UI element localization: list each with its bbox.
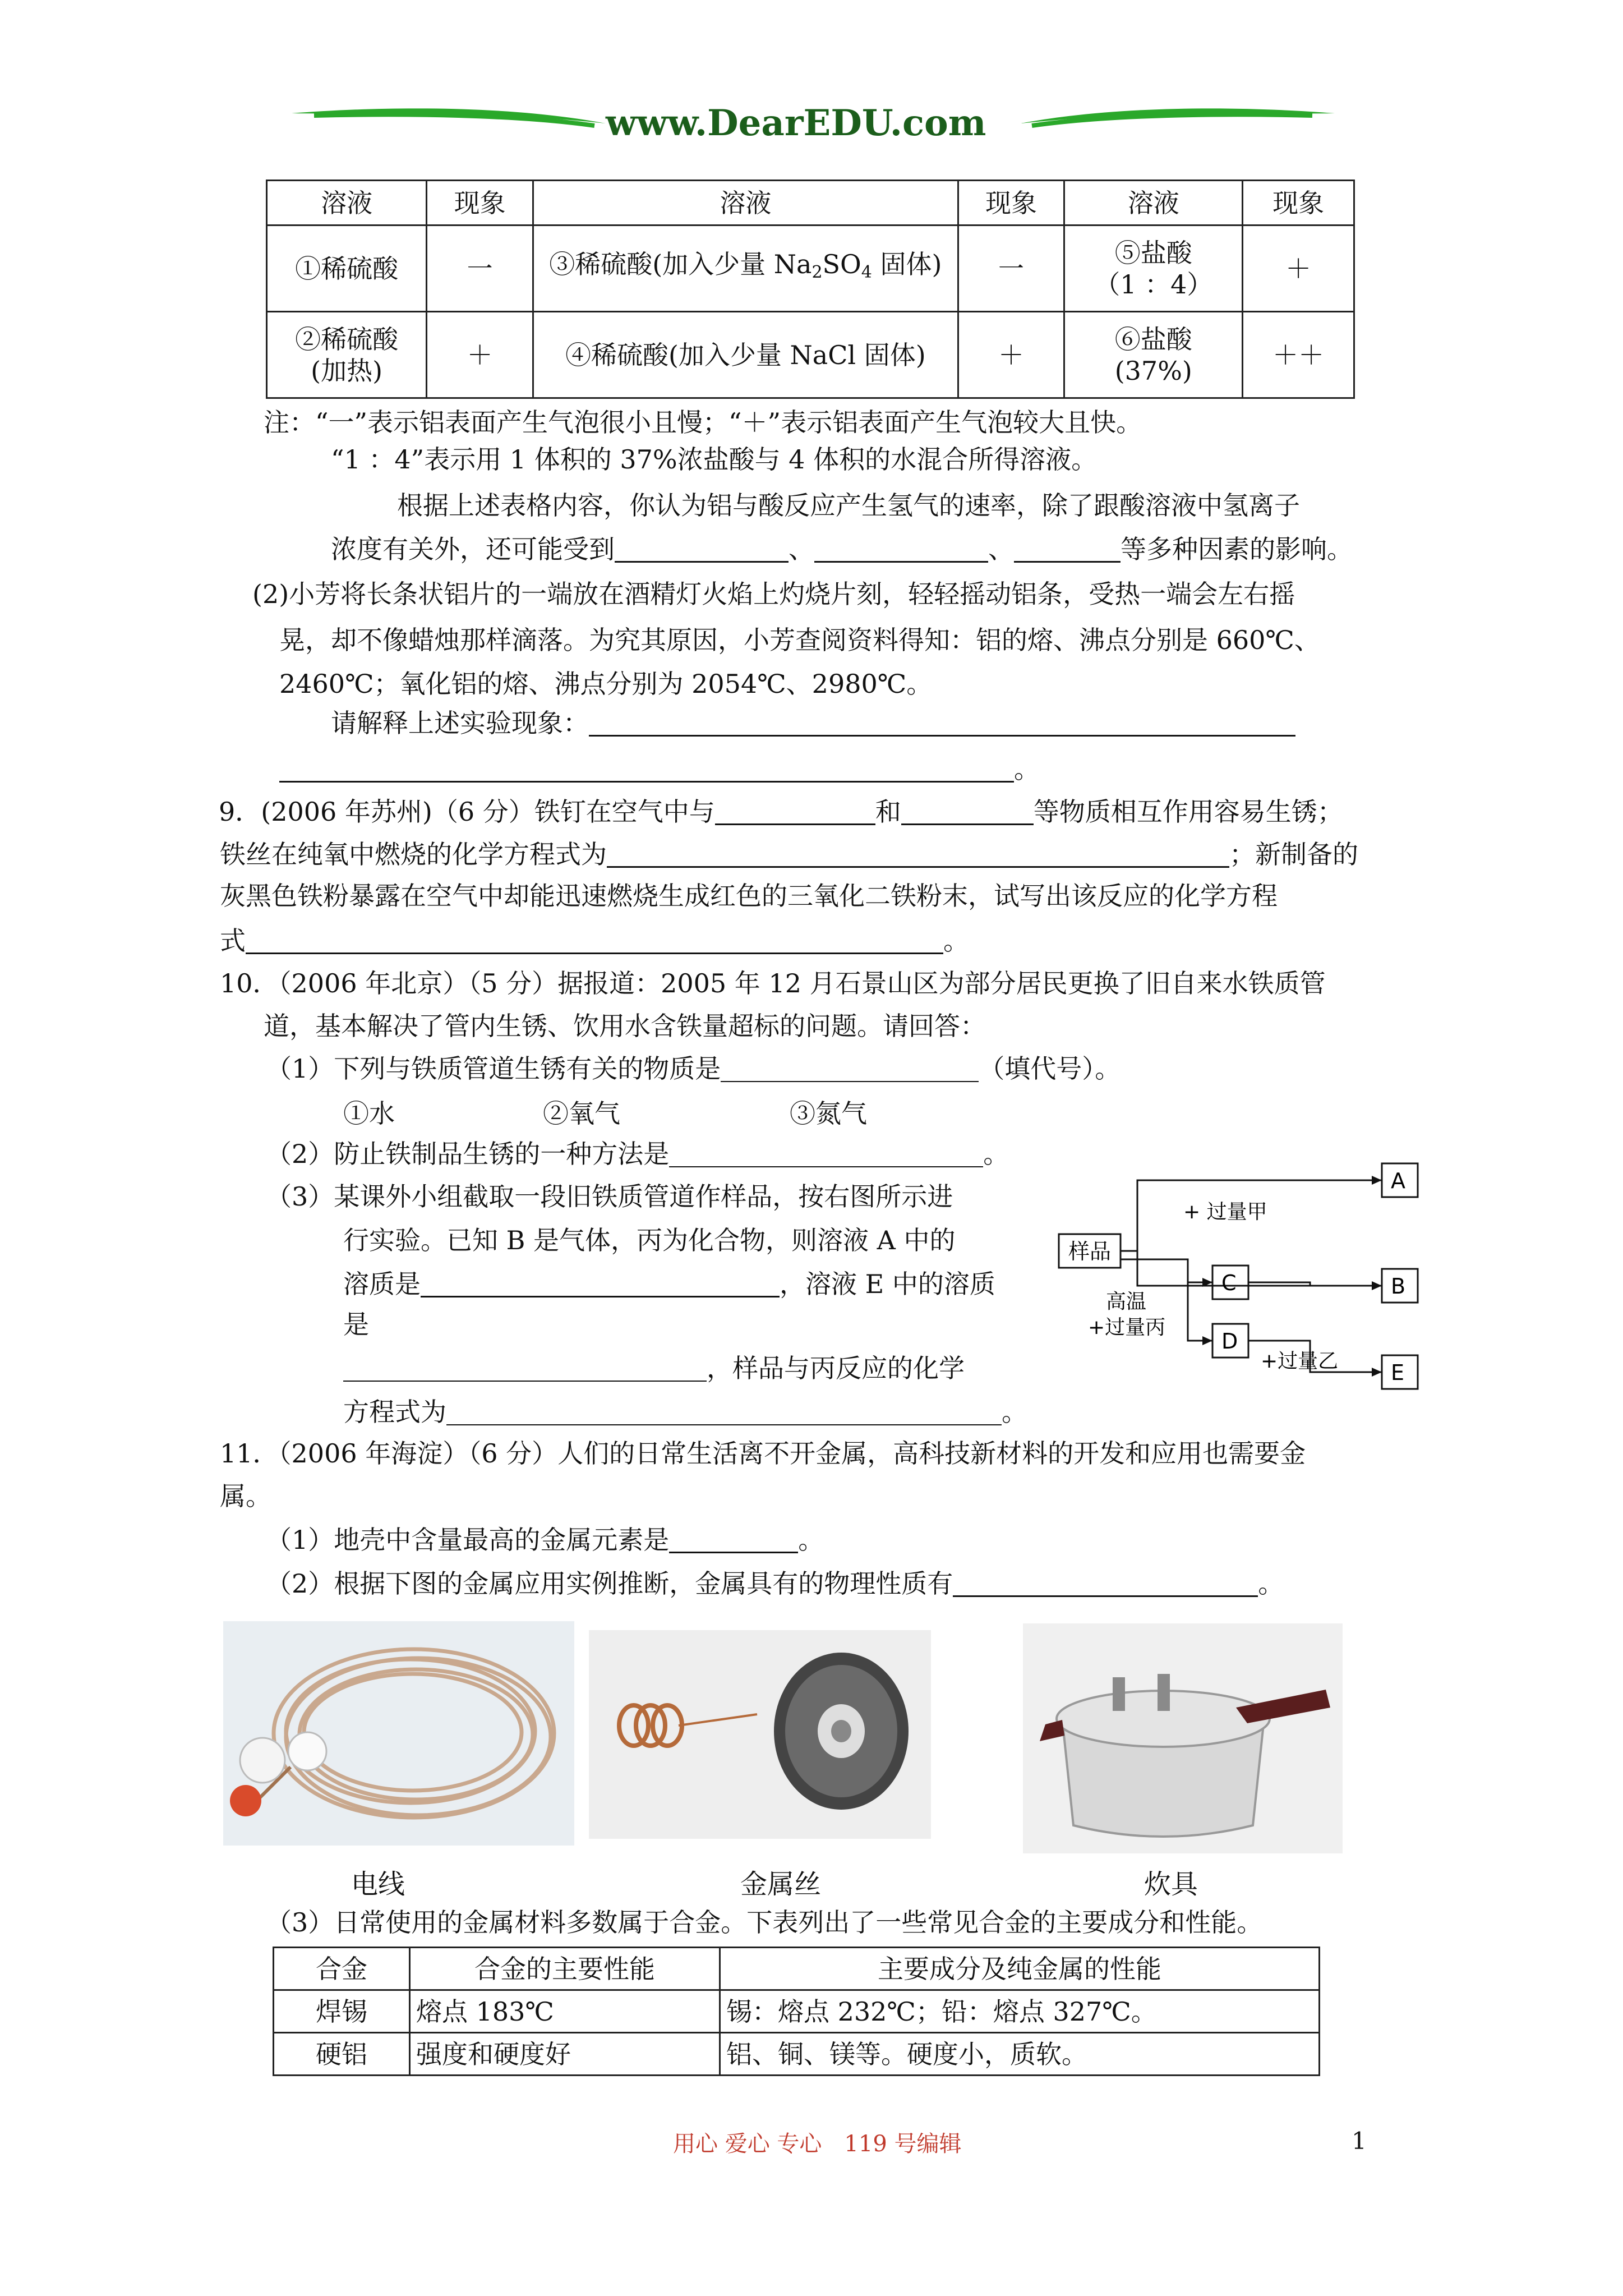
header-site-title: www.DearEDU.com	[606, 102, 986, 144]
note-line-1: 注：“一”表示铝表面产生气泡很小且慢；“＋”表示铝表面产生气泡较大且快。	[264, 407, 1142, 438]
label-b: B	[1391, 1274, 1406, 1299]
table-header-cell: 现象	[958, 181, 1064, 226]
table-cell: 强度和硬度好	[410, 2033, 720, 2076]
table-cell	[533, 226, 958, 312]
pressure-cooker-icon	[1023, 1623, 1343, 1853]
text-segment: （2）根据下图的金属应用实例推断，金属具有的物理性质有	[266, 1568, 953, 1599]
options-line	[343, 1097, 867, 1130]
question-11-line	[266, 1567, 1284, 1600]
question-line: 晃，却不像蜡烛那样滴落。为究其原因，小芳查阅资料得知：铝的熔、沸点分别是 660℃、	[279, 625, 1320, 655]
table-cell: ＋＋	[1243, 312, 1354, 398]
photo-cookware	[1023, 1623, 1343, 1853]
table-row	[267, 226, 1354, 312]
header-swoosh-left-icon	[292, 101, 606, 135]
photo-metal-wire	[589, 1630, 931, 1839]
acid-reaction-table	[266, 180, 1355, 399]
question-9-line: 灰黑色铁粉暴露在空气中却能迅速燃烧生成红色的三氧化二铁粉末，试写出该反应的化学方程	[220, 881, 1278, 911]
table-cell: 一	[958, 226, 1064, 312]
footer-center-text: 用心 爱心 专心 119 号编辑	[673, 2131, 962, 2157]
table-cell: 硬铝	[274, 2033, 410, 2076]
text-segment: 请解释上述实验现象：	[331, 708, 589, 738]
photo-wire	[223, 1621, 574, 1846]
table-row	[274, 1990, 1320, 2033]
question-9-line	[220, 838, 1358, 871]
table-header-row	[267, 181, 1354, 226]
reagent-yi-label: +过量乙	[1261, 1350, 1339, 1373]
question-10-line: 道，基本解决了管内生锈、饮用水含铁量超标的问题。请回答：	[264, 1011, 986, 1041]
wire-coil-icon	[223, 1621, 574, 1846]
option-water: ①水	[343, 1098, 395, 1129]
caption-wire: 电线	[351, 1869, 405, 1900]
question-line: 2460℃；氧化铝的熔、沸点分别为 2054℃、2980℃。	[279, 669, 933, 699]
table-cell: ＋	[958, 312, 1064, 398]
table-cell: ①稀硫酸	[267, 226, 427, 312]
cell-text: (37%)	[1114, 355, 1192, 386]
cell-text: 固体)	[872, 249, 942, 279]
text-segment: 等多种因素的影响。	[1121, 534, 1353, 564]
text-segment: 溶质是	[343, 1269, 421, 1299]
question-10-line: 10．（2006 年北京）（5 分）据报道：2005 年 12 月石景山区为部分居民更换了旧自来水铁质管	[220, 968, 1326, 999]
answer-blank[interactable]	[901, 798, 1034, 825]
text-segment: 和	[875, 797, 901, 827]
table-cell: ＋	[1243, 226, 1354, 312]
table-header-cell: 溶液	[267, 181, 427, 226]
question-line	[331, 707, 1295, 739]
note-line-2: “1 ：4”表示用 1 体积的 37%浓盐酸与 4 体积的水混合所得溶液。	[331, 444, 1098, 475]
answer-blank[interactable]	[615, 535, 789, 563]
text-segment: 方程式为	[343, 1397, 446, 1427]
paragraph-line: 根据上述表格内容，你认为铝与酸反应产生氢气的速率，除了跟酸溶液中氢离子	[397, 490, 1300, 521]
answer-blank[interactable]	[1014, 535, 1121, 563]
question-10-line	[343, 1396, 1027, 1428]
question-9-line	[219, 795, 1343, 828]
cell-text: ⑥盐酸	[1114, 324, 1192, 355]
table-cell: 焊锡	[274, 1990, 410, 2033]
question-10-line	[343, 1352, 965, 1384]
experiment-flow-diagram	[1054, 1156, 1447, 1397]
table-row	[274, 2033, 1320, 2076]
answer-blank[interactable]	[669, 1140, 983, 1167]
cell-text: ③稀硫酸(加入少量 Na	[549, 249, 812, 279]
gaowen-label: 高温	[1106, 1290, 1147, 1313]
option-nitrogen: ③氮气	[790, 1098, 867, 1129]
text-segment: （1）地壳中含量最高的金属元素是	[266, 1525, 670, 1555]
question-10-line	[343, 1268, 995, 1300]
table-header-cell: 现象	[427, 181, 533, 226]
text-segment: ，样品与丙反应的化学	[707, 1353, 965, 1383]
text-segment: ，溶液 E 中的溶质	[780, 1269, 995, 1299]
text-segment: 铁丝在纯氧中燃烧的化学方程式为	[220, 839, 607, 869]
text-segment: 9．(2006 年苏州)（6 分）铁钉在空气中与	[219, 797, 715, 827]
table-cell: 熔点 183℃	[410, 1990, 720, 2033]
text-segment: （填代号）。	[979, 1053, 1121, 1084]
question-11-line	[266, 1524, 824, 1556]
question-10-line: （3）某课外小组截取一段旧铁质管道作样品，按右图所示进	[266, 1181, 953, 1212]
label-a: A	[1391, 1168, 1405, 1193]
table-header-row	[274, 1948, 1320, 1990]
question-10-line: 是	[343, 1309, 369, 1340]
caption-metal-wire: 金属丝	[740, 1869, 822, 1900]
question-11-line: 属。	[220, 1481, 271, 1511]
label-c: C	[1221, 1271, 1237, 1295]
wire-spool-icon	[589, 1630, 931, 1839]
text-segment: 。	[798, 1525, 824, 1555]
text-segment: 。	[1002, 1397, 1027, 1427]
text-segment: 式	[220, 926, 246, 956]
answer-blank[interactable]	[953, 1570, 1258, 1597]
text-segment: （2）防止铁制品生锈的一种方法是	[266, 1139, 670, 1169]
table-cell: ＋	[427, 312, 533, 398]
answer-blank[interactable]	[421, 1270, 780, 1297]
table-header-cell: 现象	[1243, 181, 1354, 226]
table-cell	[267, 312, 427, 398]
caption-cookware: 炊具	[1144, 1869, 1198, 1900]
table-header-cell: 溶液	[533, 181, 958, 226]
reagent-jia-label: + 过量甲	[1183, 1200, 1267, 1223]
table-header-cell: 溶液	[1064, 181, 1243, 226]
text-segment: （1）下列与铁质管道生锈有关的物质是	[266, 1053, 721, 1084]
table-cell: 铝、铜、镁等。硬度小，质软。	[720, 2033, 1320, 2076]
cell-text: SO	[822, 249, 861, 279]
answer-blank[interactable]	[446, 1398, 1002, 1425]
text-segment: 。	[943, 926, 969, 956]
separator: 、	[789, 534, 814, 564]
label-e: E	[1391, 1360, 1405, 1385]
answer-blank[interactable]	[607, 840, 1229, 868]
table-header-cell: 合金	[274, 1948, 410, 1990]
text-segment: 。	[983, 1139, 1009, 1169]
page-number: 1	[1352, 2127, 1367, 2155]
table-cell: ④稀硫酸(加入少量 NaCl 固体)	[533, 312, 958, 398]
table-cell: 一	[427, 226, 533, 312]
sample-label: 样品	[1068, 1239, 1112, 1264]
question-11-line: （3）日常使用的金属材料多数属于合金。下表列出了一些常见合金的主要成分和性能。	[266, 1907, 1263, 1938]
answer-blank[interactable]	[721, 1055, 979, 1082]
reagent-bing-label: +过量丙	[1088, 1316, 1166, 1339]
table-header-cell: 合金的主要性能	[410, 1948, 720, 1990]
answer-blank[interactable]	[715, 798, 875, 825]
cell-text: ⑤盐酸	[1114, 237, 1192, 268]
answer-blank[interactable]	[279, 755, 1014, 783]
cell-subscript: 2	[811, 263, 823, 282]
header-swoosh-right-icon	[1021, 101, 1335, 135]
cell-text: ②稀硫酸	[295, 324, 399, 355]
question-10-line: 行实验。已知 B 是气体，丙为化合物，则溶液 A 中的	[343, 1225, 956, 1255]
text-segment: 。	[1258, 1568, 1284, 1599]
text-segment: 等物质相互作用容易生锈；	[1033, 797, 1343, 827]
text-segment: ；新制备的	[1229, 839, 1358, 869]
question-9-line	[220, 924, 969, 957]
cell-text: (加热)	[311, 355, 383, 386]
question-10-line	[266, 1052, 1121, 1085]
alloy-table	[273, 1947, 1320, 2076]
table-header-cell: 主要成分及纯金属的性能	[720, 1948, 1320, 1990]
answer-blank[interactable]	[246, 927, 943, 954]
question-line: (2)小芳将长条状铝片的一端放在酒精灯火焰上灼烧片刻，轻轻摇动铝条，受热一端会左右摇	[252, 579, 1295, 609]
answer-blank[interactable]	[669, 1526, 798, 1553]
cell-text: （1 ：4）	[1094, 269, 1213, 300]
question-11-line: 11．（2006 年海淀）（6 分）人们的日常生活离不开金属，高科技新材料的开发和应用也需要金	[220, 1438, 1306, 1469]
separator: 、	[988, 534, 1014, 564]
table-cell: 锡：熔点 232℃；铅：熔点 327℃。	[720, 1990, 1320, 2033]
table-row	[267, 312, 1354, 398]
paragraph-line	[331, 533, 1353, 565]
answer-blank[interactable]	[343, 1355, 707, 1382]
answer-blank[interactable]	[589, 709, 1295, 737]
question-line	[279, 753, 1040, 785]
answer-blank[interactable]	[814, 535, 988, 563]
label-d: D	[1221, 1329, 1238, 1354]
table-cell	[1064, 226, 1243, 312]
option-oxygen: ②氧气	[543, 1098, 620, 1129]
question-10-line	[266, 1138, 1009, 1170]
text-segment: 。	[1014, 754, 1040, 784]
text-segment: 浓度有关外，还可能受到	[331, 534, 615, 564]
cell-subscript: 4	[861, 263, 872, 282]
table-cell	[1064, 312, 1243, 398]
